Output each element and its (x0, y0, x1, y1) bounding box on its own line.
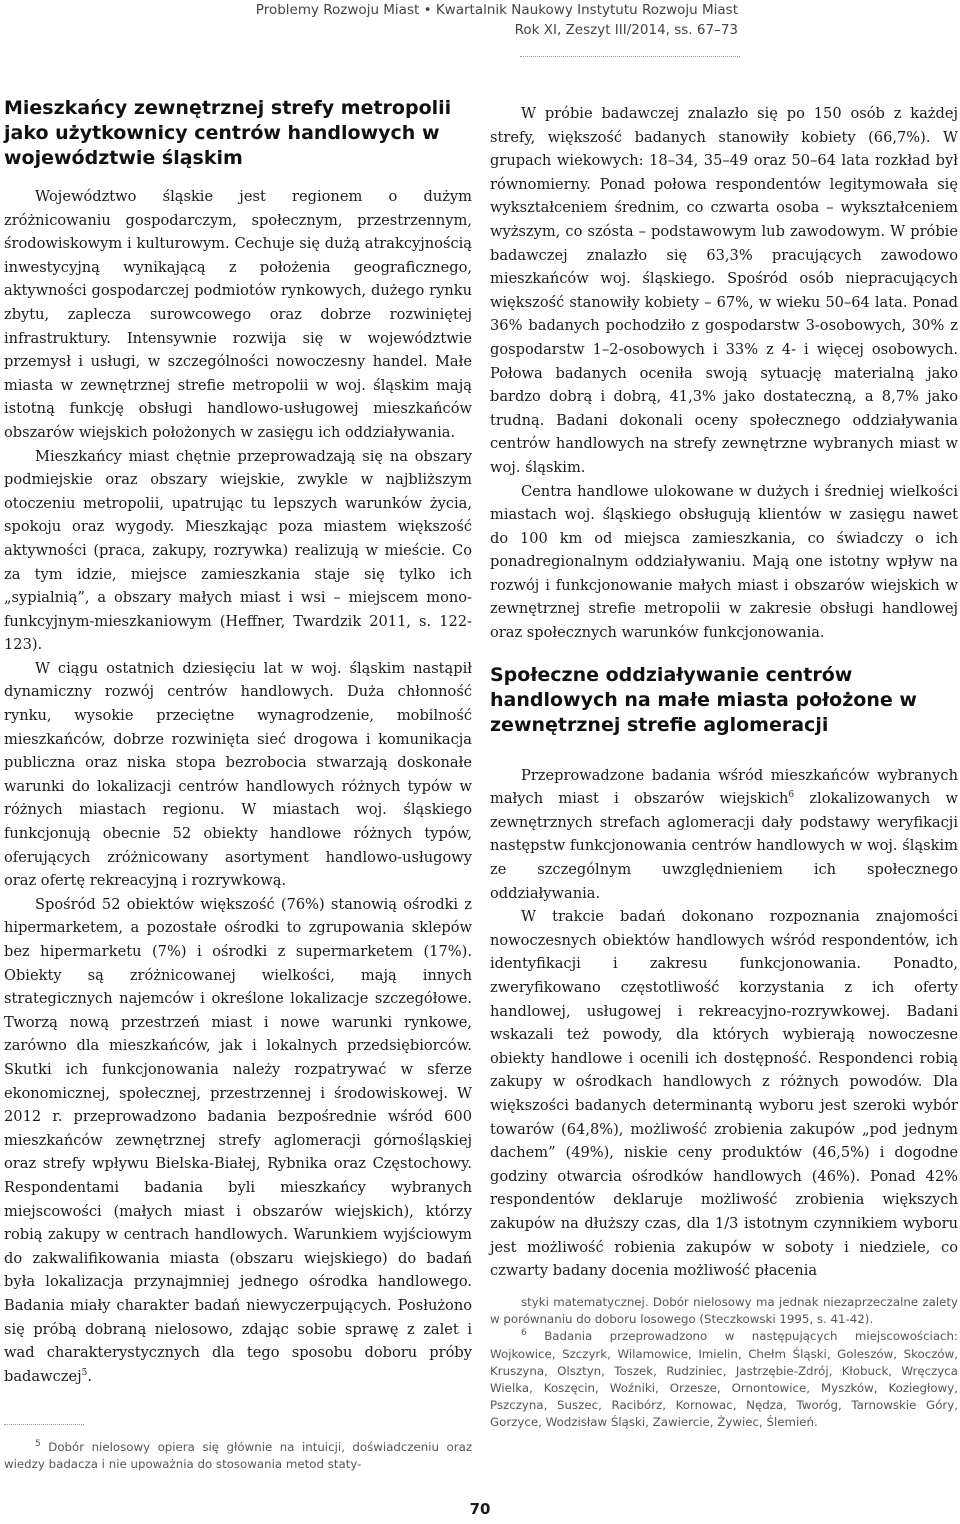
footnote-ref-5[interactable]: 5 (81, 1367, 88, 1378)
footnote-6 (490, 1328, 958, 1431)
journal-title: Problemy Rozwoju Miast • Kwartalnik Naukowy Instytutu Rozwoju Miast (255, 2, 738, 18)
paragraph-end: . (87, 1367, 92, 1385)
footnote-marker-5: 5 (35, 1439, 41, 1450)
right-column (490, 102, 958, 1283)
left-column (4, 96, 472, 1388)
footnote-5 (4, 1439, 472, 1473)
footnote-marker-6: 6 (521, 1328, 527, 1339)
journal-issue: Rok XI, Zeszyt III/2014, ss. 67–73 (514, 22, 738, 38)
paragraph: W trakcie badań dokonano rozpoznania znajomości nowoczesnych obiektów handlowych wśród respondentów, ich identyfikacji i zakresu funkcjonowania. Ponadto, zweryfikowano częstotliwość korzystania z ich oferty handlowej, usługowej i rekreacyjno-rozrywkowej. Badani wskazali też powody, dla których wybierają nowoczesne obiekty handlowe i ocenili ich dostępność. Respondenci robią zakupy w ośrodkach handlowych z różnych powodów. Dla większości badanych determinantą wyboru jest szeroki wybór towarów (64,8%), możliwość zrobienia zakupów „pod jednym dachem” (49%), niskie ceny produktów (46,5%) i dogodne godziny otwarcia ośrodków handlowych (46%). Ponad 42% respondentów deklaruje możliwość zrobienia większych zakupów na dłuższy czas, dla 1/3 istotnym czynnikiem wyboru jest możliwość robienia zakupów w soboty i niedziele, co czwarty badany docenia możliwość płacenia (490, 908, 958, 1280)
paragraph-text: zlokalizowanych w zewnętrznych strefach aglomeracji dały podstawy weryfikacji następstw funkcjonowania centrów handlowych w woj. śląskim ze szczególnym uwzględnieniem ich społecznego oddziaływania. (490, 790, 958, 902)
paragraph-text: Spośród 52 obiektów większość (76%) stanowią ośrodki z hipermarketem, a pozostałe ośrodki to zgrupowania sklepów bez hipermarketu (7%) i ośrodki z supermarketem (17%). Obiekty są zróżnicowanej wielkości, mają innych strategicznych najemców i określone lokalizacje szczegółowe. Tworzą nową przestrzeń miast i nowe warunki rynkowe, zarówno dla mieszkańców, jak i lokalnych przedsiębiorców. Skutki ich funkcjonowania należy rozpatrywać w sferze ekonomicznej, społecznej, przestrzennej i środowiskowej. W 2012 r. przeprowadzono badania bezpośrednie wśród 600 mieszkańców zewnętrznej strefy aglomeracji górnośląskiej oraz strefy wpływu Bielska-Białej, Rybnika oraz Częstochowy. Respondentami badania byli mieszkańcy wybranych miejscowości (małych miast i obszarów wiejskich), którzy robią zakupy w centrach handlowych. Warunkiem wyjściowym do zakwalifikowania miasta (obszaru wiejskiego) do badań była lokalizacja przynajmniej jednego ośrodka handlowego. Badania miały charakter badań niewyczerpujących. Posłużono się próbą dobraną nielosowo, zdając sobie sprawę z zalet i wad charakterystycznych dla tego sposobu doboru próby badawczej (4, 895, 472, 1385)
page-number: 70 (469, 1500, 491, 1518)
paragraph: W ciągu ostatnich dziesięciu lat w woj. śląskim nastąpił dynamiczny rozwój centrów handlowych. Duża chłonność rynku, wysokie przeciętne wynagrodzenie, mobilność mieszkańców, dobrze rozwinięta sieć drogowa i komunikacja publiczna oraz niska stopa bezrobocia stwarzają doskonałe warunki do lokalizacji centrów handlowych różnych typów w różnych miastach regionu. W miastach woj. śląskiego funkcjonują obecnie 52 obiekty handlowe różnych typów, oferujących zróżnicowany asortyment handlowo-usługowy oraz ofertę rekreacyjną i rozrywkową. (4, 659, 472, 890)
paragraph (4, 893, 472, 1388)
footnote-block-left (4, 1424, 472, 1473)
paragraph-text: Przeprowadzone badania wśród mieszkańców wybranych małych miast i obszarów wiejskich (490, 766, 958, 808)
paragraph: Mieszkańcy miast chętnie przeprowadzają się na obszary podmiejskie oraz obszary wiejskie, zwykle w najbliższym otoczeniu metropolii, upatrując tu lepszych warunków życia, spokoju oraz wygody. Mieszkając poza miastem większość aktywności (praca, zakupy, rozrywka) realizują w mieście. Co za tym idzie, miejsce zamieszkania staje się tylko ich „sypialnią”, a obszary małych miast i wsi – miejscem mono-funkcyjnym-mieszkaniowym (Heffner, Twardzik 2011, s. 122-123). (4, 447, 472, 654)
paragraph (490, 764, 958, 906)
paragraph: W próbie badawczej znalazło się po 150 osób z każdej strefy, większość badanych stanowiły kobiety (66,7%). W grupach wiekowych: 18–34, 35–49 oraz 50–64 lata rozkład był równomierny. Ponad połowa respondentów legitymowała się wykształceniem średnim, co czwarta osoba – wykształceniem wyższym, co szósta – podstawowym lub zawodowym. W próbie badawczej znalazło się 63,3% pracujących zawodowo mieszkańców woj. śląskiego. Spośród osób niepracujących większość stanowiły kobiety – 67%, w wieku 50–64 lata. Ponad 36% badanych pochodziło z gospodarstw 3-osobowych, 30% z gospodarstw 1–2-osobowych i 33% z 4- i więcej osobowych. Połowa badanych oceniła swoją sytuację materialną jako bardzo dobrą i dobrą, 41,3% jako dostateczną, a 8,7% jako trudną. Badani dokonali oceny społecznego oddziaływania centrów handlowych na strefy zewnętrzne wybranych miast w woj. śląskim. (490, 105, 958, 476)
journal-header (256, 0, 738, 40)
footnote-text: Dobór nielosowy opiera się głównie na intuicji, doświadczeniu oraz wiedzy badacza i nie upoważnia do stosowania metod staty- (4, 1440, 473, 1472)
footnote-divider (4, 1424, 84, 1425)
paragraph: Centra handlowe ulokowane w dużych i średniej wielkości miastach woj. śląskiego obsługują klientów w zasięgu nawet do 100 km od miejsca zamieszkania, co świadczy o ich ponadregionalnym oddziaływaniu. Mają one istotny wpływ na rozwój i funkcjonowanie małych miast i obszarów wiejskich w zewnętrznej strefie metropolii w zakresie obsługi handlowej oraz społecznych warunków funkcjonowania. (490, 482, 958, 642)
footnote-5-continued: styki matematycznej. Dobór nielosowy ma jednak niezaprzeczalne zalety w porównaniu do doboru losowego (Steczkowski 1995, s. 41-42). (490, 1295, 958, 1327)
article-title: Mieszkańcy zewnętrznej strefy metropolii jako użytkownicy centrów handlowych w województwie śląskim (4, 97, 452, 169)
header-divider (520, 56, 740, 57)
paragraph: Województwo śląskie jest regionem o dużym zróżnicowaniu gospodarczym, społecznym, przestrzennym, środowiskowym i kulturowym. Cechuje się dużą atrakcyjnością inwestycyjną wynikającą z położenia geograficznego, aktywności gospodarczej podmiotów rynkowych, dużego rynku zbytu, zaplecza surowcowego oraz dobrze rozwiniętej infrastruktury. Intensywnie rozwija się w województwie przemysł i usługi, w szczególności nowoczesny handel. Małe miasta w zewnętrznej strefie metropolii w woj. śląskim mają istotną funkcję obsługi handlowo-usługowej mieszkańców obszarów wiejskich położonych w zasięgu ich oddziaływania. (4, 188, 472, 441)
footnote-ref-6[interactable]: 6 (788, 790, 795, 801)
section-heading: Społeczne oddziaływanie centrów handlowych na małe miasta położone w zewnętrznej strefie aglomeracji (490, 663, 917, 736)
footnote-block-right (490, 1294, 958, 1432)
footnote-text: Badania przeprowadzono w następujących miejscowościach: Wojkowice, Szczyrk, Wilamowice, Imielin, Chełm Śląski, Goleszów, Skoczów, Kruszyna, Olsztyn, Toszek, Rudziniec, Jastrzębie-Zdrój, Kłobuck, Wręczyca Wielka, Koszęcin, Woźniki, Orzesze, Ornontowice, Myszków, Koziegłowy, Pszczyna, Suszec, Racibórz, Kornowac, Nędza, Tworóg, Tarnowskie Góry, Gorzyce, Wodzisław Śląski, Zawiercie, Żywiec, Ślemień. (490, 1329, 958, 1430)
